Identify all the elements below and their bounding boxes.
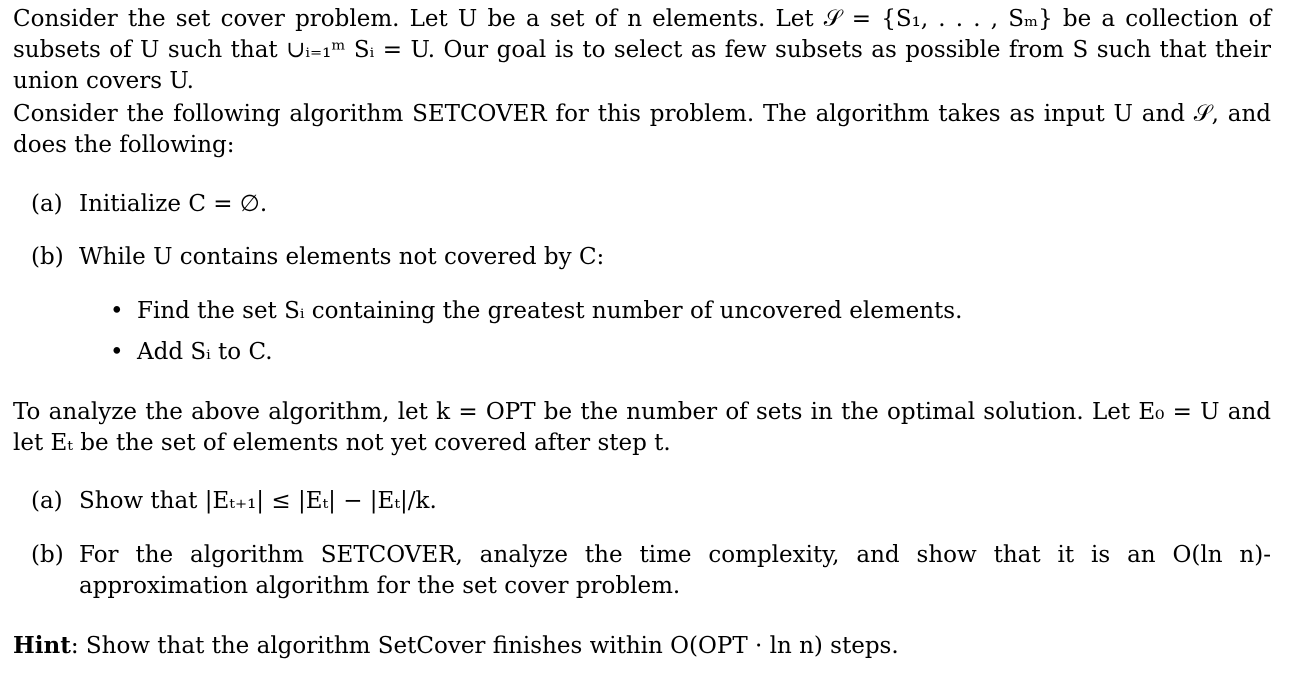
step-a-marker: (a) <box>31 191 63 217</box>
question-a <box>31 486 1271 517</box>
step-b-text: While U contains elements not covered by C: <box>79 244 605 270</box>
bullet-dot: • <box>110 339 124 365</box>
question-b <box>31 540 1271 602</box>
bullet-add-text: Add Sᵢ to C. <box>137 339 273 365</box>
bullet-find-text: Find the set Sᵢ containing the greatest number of uncovered elements. <box>137 298 963 324</box>
bullet-item-find <box>110 296 1210 327</box>
question-a-marker: (a) <box>31 488 63 514</box>
step-a-text: Initialize C = ∅. <box>79 191 268 217</box>
question-b-marker: (b) <box>31 542 64 568</box>
hint-paragraph <box>13 630 1271 662</box>
bullet-item-add <box>110 337 1210 368</box>
question-b-text: For the algorithm SETCOVER, analyze the time complexity, and show that it is an O(ln n)-approximation algorithm for the set cover problem. <box>79 542 1271 599</box>
step-b <box>31 242 1271 273</box>
hint-label: Hint <box>13 632 71 659</box>
hint-text: : Show that the algorithm SetCover finishes within O(OPT · ln n) steps. <box>70 633 899 659</box>
intro-paragraph: Consider the set cover problem. Let U be a set of n elements. Let 𝒮 = {S₁, . . . , Sₘ} be a collection of subsets of U such that ∪ᵢ₌₁ᵐ Sᵢ = U. Our goal is to select as few subsets as possible from S such that their union covers U. <box>13 6 1271 94</box>
analysis-paragraph: To analyze the above algorithm, let k = OPT be the number of sets in the optimal solution. Let E₀ = U and let Eₜ be the set of elements not yet covered after step t. <box>13 399 1271 456</box>
algorithm-intro-paragraph: Consider the following algorithm SETCOVER for this problem. The algorithm takes as input U and 𝒮, and does the following: <box>13 101 1271 158</box>
step-a <box>31 189 1271 220</box>
step-b-marker: (b) <box>31 244 64 270</box>
bullet-dot: • <box>110 298 124 324</box>
question-a-text: Show that |Eₜ₊₁| ≤ |Eₜ| − |Eₜ|/k. <box>79 488 437 514</box>
